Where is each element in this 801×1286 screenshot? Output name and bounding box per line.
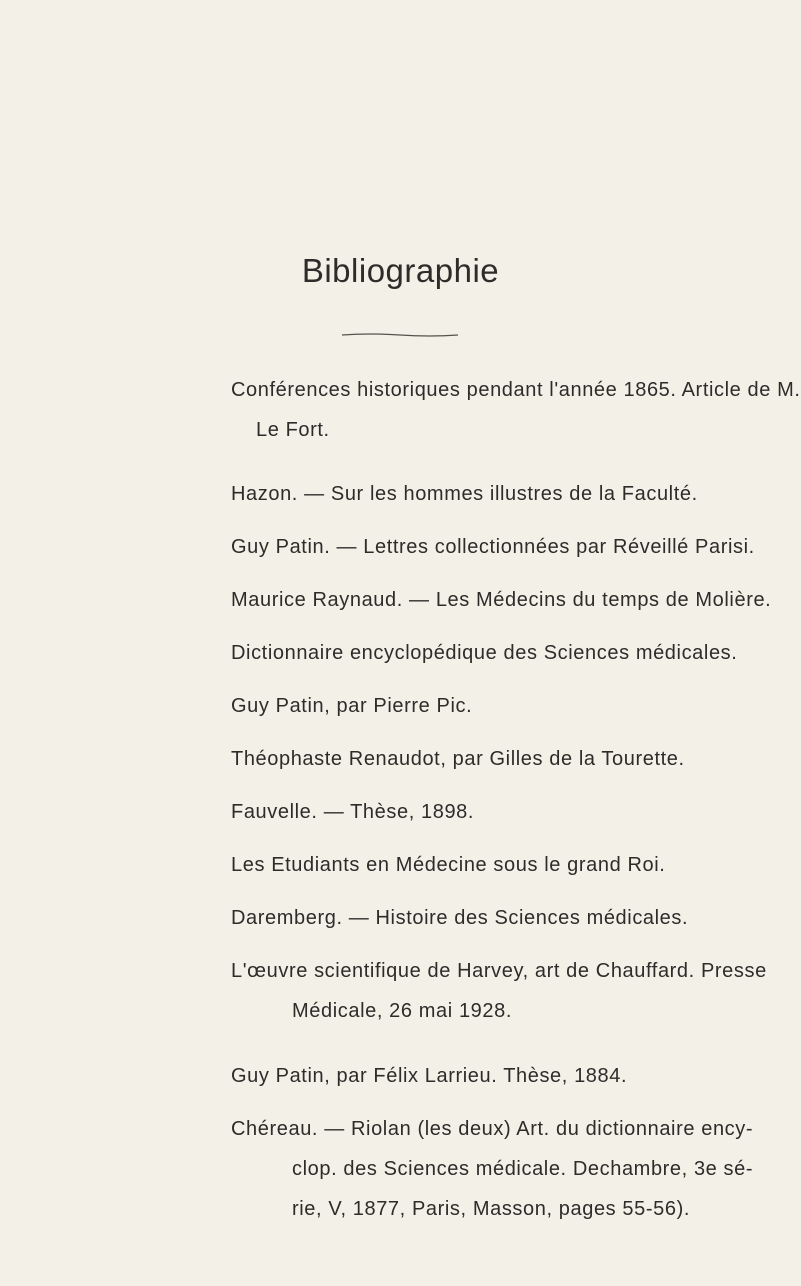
entry-line: Fauvelle. — Thèse, 1898. (231, 801, 475, 823)
bibliography-entry (231, 474, 731, 514)
entry-line: Dictionnaire encyclopédique des Sciences médicales. (231, 642, 738, 664)
entry-line: Les Etudiants en Médecine sous le grand Roi. (231, 854, 666, 876)
bibliography-entry (231, 951, 767, 1031)
bibliography-entry (231, 898, 731, 938)
bibliography-entry (231, 845, 731, 885)
bibliography-entry (231, 1109, 754, 1229)
bibliography-entry (231, 739, 731, 779)
entry-line: Médicale, 26 mai 1928. (292, 1000, 512, 1022)
bibliography-entry (231, 580, 772, 620)
entry-line: Guy Patin. — Lettres collectionnées par Réveillé Parisi. (231, 536, 755, 558)
entry-line: Guy Patin, par Pierre Pic. (231, 695, 473, 717)
bibliography-entry (231, 686, 731, 726)
decorative-rule (340, 332, 460, 338)
entry-line: Hazon. — Sur les hommes illustres de la Faculté. (231, 483, 698, 505)
entry-line: Chéreau. — Riolan (les deux) Art. du dictionnaire ency- (231, 1118, 754, 1140)
bibliography-entry (231, 1056, 731, 1096)
bibliography-entry (231, 527, 755, 567)
entry-line: Théophaste Renaudot, par Gilles de la Tourette. (231, 748, 685, 770)
bibliography-entry (231, 633, 738, 673)
entry-line: Le Fort. (256, 419, 330, 441)
entry-line: Conférences historiques pendant l'année 1865. Article de M. (231, 379, 801, 401)
entry-line: clop. des Sciences médicale. Dechambre, 3e sé- (292, 1158, 754, 1180)
entry-line: Guy Patin, par Félix Larrieu. Thèse, 1884. (231, 1065, 628, 1087)
entry-line: L'œuvre scientifique de Harvey, art de Chauffard. Presse (231, 960, 767, 982)
entry-line: rie, V, 1877, Paris, Masson, pages 55-56). (292, 1198, 691, 1220)
entry-line: Daremberg. — Histoire des Sciences médicales. (231, 907, 689, 929)
page-title: Bibliographie (301, 252, 500, 289)
entry-line: Maurice Raynaud. — Les Médecins du temps de Molière. (231, 589, 772, 611)
bibliography-entry (231, 792, 731, 832)
bibliography-entry (231, 370, 801, 450)
